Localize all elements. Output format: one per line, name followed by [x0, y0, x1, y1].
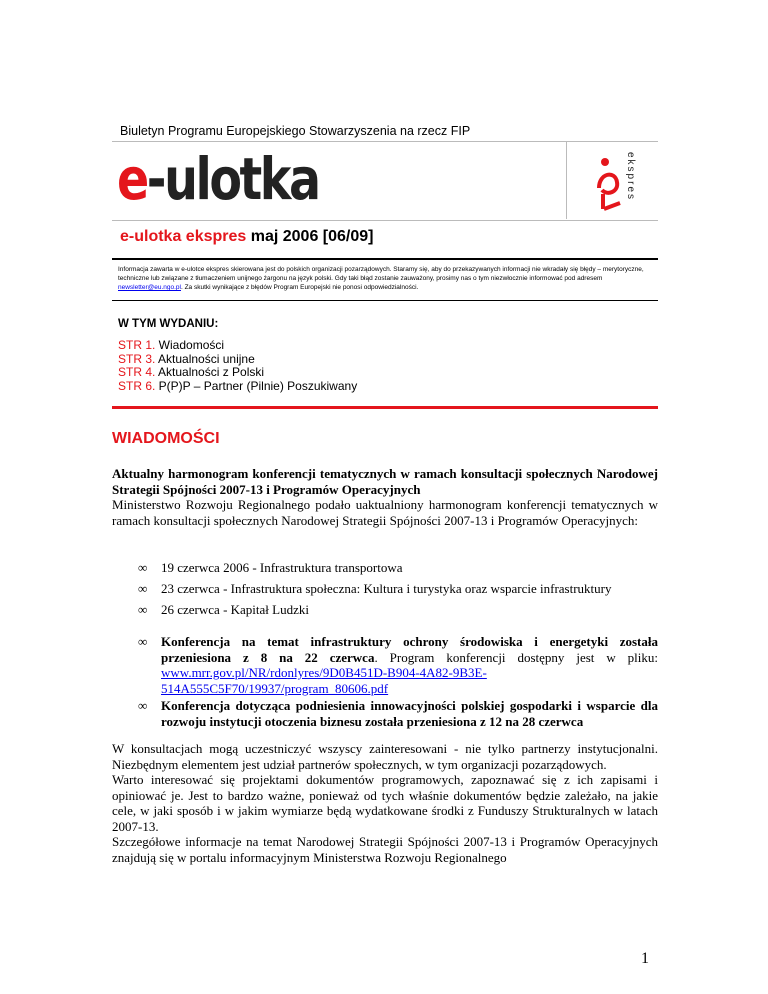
e-ulotka-logo: e-ulotka — [117, 145, 319, 213]
bullet-icon: ∞ — [138, 698, 148, 713]
table-of-contents — [118, 339, 357, 393]
ekspres-logo-mark — [590, 148, 644, 218]
bullet-icon: ∞ — [138, 602, 148, 617]
issue-title: e-ulotka ekspres maj 2006 [06/09] — [120, 228, 374, 245]
article-title: Aktualny harmonogram konferencji tematycznych w ramach konsultacji społecznych Narodowej Strategii Spójności 2007-13 i Programów Operacyjnych — [112, 466, 658, 497]
list-item: Konferencja dotycząca podniesienia innowacyjności polskiej gospodarki i wsparcie dla rozwoju instytucji otoczenia biznesu została przeniesiona z 12 na 28 czerwca — [161, 698, 658, 729]
list-item: 19 czerwca 2006 - Infrastruktura transportowa — [161, 560, 403, 575]
divider-rule — [112, 300, 658, 301]
toc-item[interactable]: STR 6. P(P)P – Partner (Pilnie) Poszukiwany — [118, 378, 358, 393]
bullet-icon: ∞ — [138, 581, 148, 596]
divider-rule — [112, 258, 658, 260]
toc-item[interactable]: STR 1. Wiadomości — [118, 338, 225, 352]
toc-heading: W TYM WYDANIU: — [118, 318, 219, 330]
toc-item[interactable]: STR 3. Aktualności unijne — [118, 351, 255, 366]
masthead-divider — [566, 141, 567, 219]
newsletter-email-link[interactable]: newsletter@eu.ngo.pl — [118, 284, 181, 291]
paragraph: Szczegółowe informacje na temat Narodowej Strategii Spójności 2007-13 i Programów Operacyjnych znajdują się w portalu informacyjnym Ministerstwa Rozwoju Regionalnego — [112, 834, 658, 865]
paragraph: W konsultacjach mogą uczestniczyć wszyscy zainteresowani - nie tylko partnerzy instytucjonalni. Niezbędnym elementem jest udział partnerów społecznych, w tym organizacji pozarządowych. — [112, 741, 658, 772]
program-pdf-link[interactable]: www.mrr.gov.pl/NR/rdonlyres/9D0B451D-B904-4A82-9B3E-514A555C5F70/19937/program_80606.pdf — [161, 665, 487, 696]
red-divider-rule — [112, 406, 658, 409]
list-item: 26 czerwca - Kapitał Ludzki — [161, 602, 309, 617]
bullet-icon: ∞ — [138, 634, 148, 649]
list-item: Konferencja na temat infrastruktury ochrony środowiska i energetyki została przeniesiona z 8 na 22 czerwca. Program konferencji dostępny jest w pliku: www.mrr.gov.pl/NR/rdonlyres/9D0B451D-B904-4A82-9B3E-514A555C5F70/19937/program_80606.pdf — [161, 634, 658, 696]
list-item: 23 czerwca - Infrastruktura społeczna: Kultura i turystyka oraz wsparcie infrastruktury — [161, 581, 612, 596]
page-number: 1 — [641, 950, 649, 967]
disclaimer: Informacja zawarta w e-ulotce ekspres skierowana jest do polskich organizacji pozarządowych. Staramy się, aby do przekazywanych informacji nie wkradały się błędy – merytoryczne, techniczne lub związane z tłumaczeniem unijnego żargonu na język polski. Gdy taki błąd zostanie zauważony, prosimy nas o tym niezwłocznie informować pod adresem newsletter@eu.ngo.pl. Za skutki wynikające z błędów Program Europejski nie ponosi odpowiedzialności. — [118, 266, 644, 291]
bullet-icon: ∞ — [138, 560, 148, 575]
bulletin-subtitle: Biuletyn Programu Europejskiego Stowarzyszenia na rzecz FIP — [120, 124, 471, 138]
ekspres-vertical-label: ekspres — [625, 152, 636, 202]
section-title: WIADOMOŚCI — [112, 430, 220, 447]
article-lead: Ministerstwo Rozwoju Regionalnego podało uaktualniony harmonogram konferencji tematycznych w ramach konsultacji społecznych Narodowej Strategii Spójności 2007-13 i Programów Operacyjnych: — [112, 497, 658, 528]
paragraph: Warto interesować się projektami dokumentów programowych, zapoznawać się z ich zapisami i opiniować je. Jest to bardzo ważne, ponieważ od tych właśnie dokumentów będzie zależało, na jakie cele, w jaki sposób i w jakim wymiarze będą wydatkowane środki z Funduszy Strukturalnych w latach 2007-13. — [112, 772, 658, 834]
toc-item[interactable]: STR 4. Aktualności z Polski — [118, 365, 265, 379]
body-text — [112, 741, 658, 865]
